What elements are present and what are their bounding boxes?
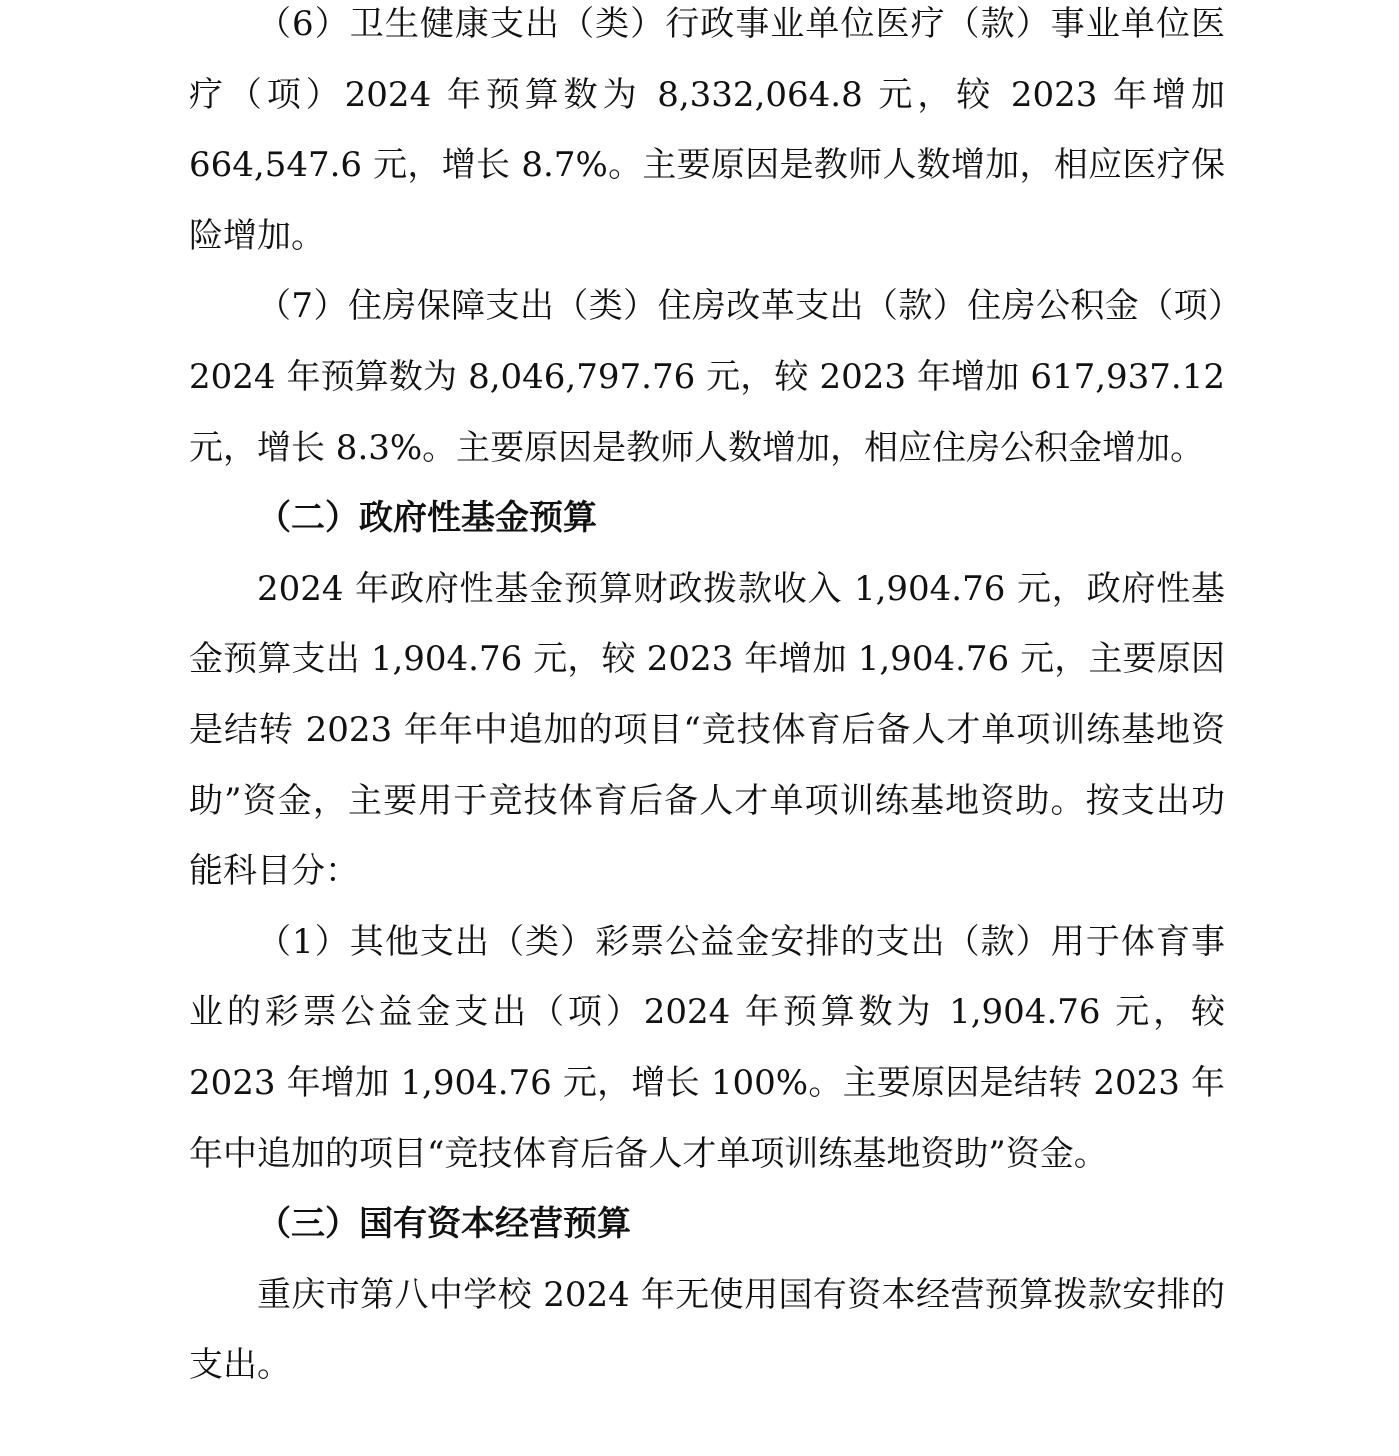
paragraph-state-capital-summary: 重庆市第八中学校 2024 年无使用国有资本经营预算拨款安排的支出。: [189, 1274, 1225, 1386]
section-heading-government-fund: （二）政府性基金预算: [257, 498, 597, 539]
paragraph-lottery-fund-expenditure: （1）其他支出（类）彩票公益金安排的支出（款）用于体育事业的彩票公益金支出（项）2024 年预算数为 1,904.76 元，较 2023 年增加 1,904.76 元，增长 100%。主要原因是结转 2023 年年中追加的项目“竞技体育后备人才单项训练基地资助”资金。: [189, 921, 1225, 1174]
paragraph-housing-expenditure: （7）住房保障支出（类）住房改革支出（款）住房公积金（项）2024 年预算数为 8,046,797.76 元，较 2023 年增加 617,937.12 元，增长 8.3%。主要原因是教师人数增加，相应住房公积金增加。: [189, 286, 1225, 468]
paragraph-health-expenditure: （6）卫生健康支出（类）行政事业单位医疗（款）事业单位医疗（项）2024 年预算数为 8,332,064.8 元，较 2023 年增加 664,547.6 元，增长 8.7%。主要原因是教师人数增加，相应医疗保险增加。: [189, 4, 1225, 256]
section-heading-state-capital: （三）国有资本经营预算: [257, 1204, 631, 1245]
paragraph-government-fund-summary: 2024 年政府性基金预算财政拨款收入 1,904.76 元，政府性基金预算支出 1,904.76 元，较 2023 年增加 1,904.76 元，主要原因是结转 2023 年年中追加的项目“竞技体育后备人才单项训练基地资助”资金，主要用于竞技体育后备人才单项训练基地资助。按支出功能科目分：: [189, 568, 1225, 892]
document-page: [189, 0, 1225, 1401]
